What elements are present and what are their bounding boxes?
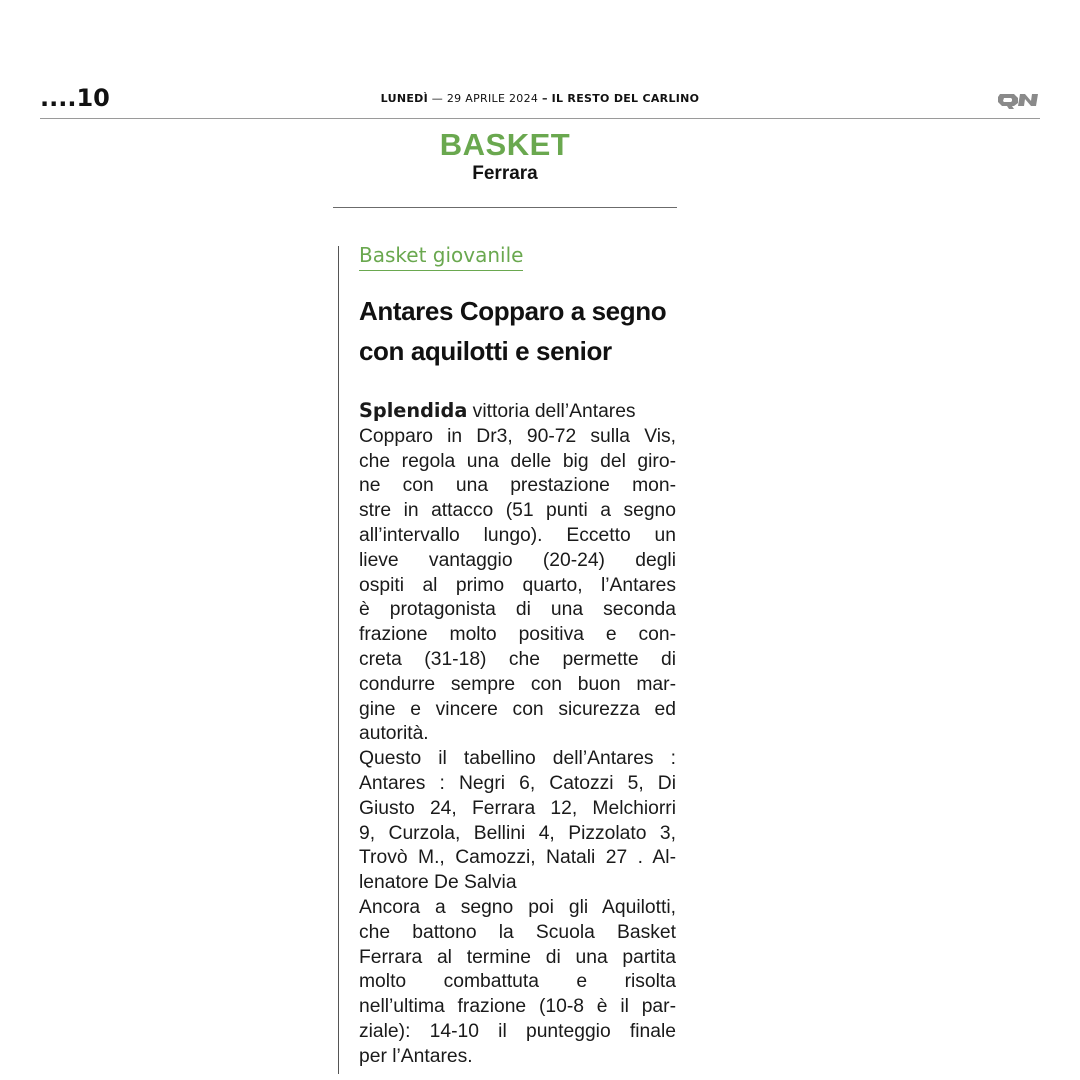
body-line: Ferrara al termine di una partita <box>359 946 676 968</box>
section-title: BASKET <box>439 127 571 162</box>
header-day: LUNEDÌ <box>380 92 428 105</box>
body-line: ospiti al primo quarto, l’Antares <box>359 574 676 596</box>
section-divider <box>333 207 677 208</box>
body-line: Copparo in Dr3, 90-72 sulla Vis, <box>359 425 676 447</box>
body-line: 9, Curzola, Bellini 4, Pizzolato 3, <box>359 822 676 844</box>
headline-line: con aquilotti e senior <box>359 336 612 366</box>
body-line: per l’Antares. <box>359 1045 473 1067</box>
qn-logo-icon <box>998 90 1040 110</box>
body-line: gine e vincere con sicurezza ed <box>359 698 676 720</box>
body-line: creta (31-18) che permette di <box>359 648 676 670</box>
article-kicker: Basket giovanile <box>359 242 523 271</box>
body-line: ne con una prestazione mon- <box>359 475 676 497</box>
body-line: condurre sempre con buon mar- <box>359 673 676 695</box>
body-line: nell’ultima frazione (10-8 è il par- <box>359 996 676 1018</box>
body-line: all’intervallo lungo). Eccetto un <box>359 524 676 546</box>
page-header <box>40 84 1040 119</box>
body-line: molto combattuta e risolta <box>359 971 676 993</box>
body-line: lenatore De Salvia <box>359 872 517 894</box>
body-line: Giusto 24, Ferrara 12, Melchiorri <box>359 797 676 819</box>
header-dateline <box>40 92 1040 106</box>
body-line: Trovò M., Camozzi, Natali 27 . Al- <box>359 847 676 869</box>
body-line: Ancora a segno poi gli Aquilotti, <box>359 896 676 918</box>
body-line: frazione molto positiva e con- <box>359 624 676 646</box>
newspaper-name: IL RESTO DEL CARLINO <box>551 92 700 105</box>
article-headline <box>359 291 689 371</box>
body-line: è protagonista di una seconda <box>359 599 676 621</box>
body-line: autorità. <box>359 723 429 745</box>
section-subtitle: Ferrara <box>472 163 538 184</box>
body-line: Questo il tabellino dell’Antares : <box>359 748 676 770</box>
article-body <box>359 399 676 1070</box>
lead-word: Splendida <box>359 399 468 422</box>
body-line: ziale): 14-10 il punteggio finale <box>359 1020 676 1042</box>
body-line: lieve vantaggio (20-24) degli <box>359 549 676 571</box>
body-line: stre in attacco (51 punti a segno <box>359 500 676 522</box>
body-line: che regola una delle big del giro- <box>359 450 676 472</box>
header-dash: – <box>541 92 548 105</box>
body-line <box>359 399 676 425</box>
body-line: Antares : Negri 6, Catozzi 5, Di <box>359 772 676 794</box>
body-first-line-rest: vittoria dell’Antares <box>467 401 636 422</box>
article-column-rule <box>338 246 339 1074</box>
header-dash: — <box>431 92 444 105</box>
body-line: che battono la Scuola Basket <box>359 921 676 943</box>
headline-line: Antares Copparo a segno <box>359 296 667 326</box>
page-number: ....10 <box>40 84 110 112</box>
header-date: 29 APRILE 2024 <box>446 92 539 105</box>
